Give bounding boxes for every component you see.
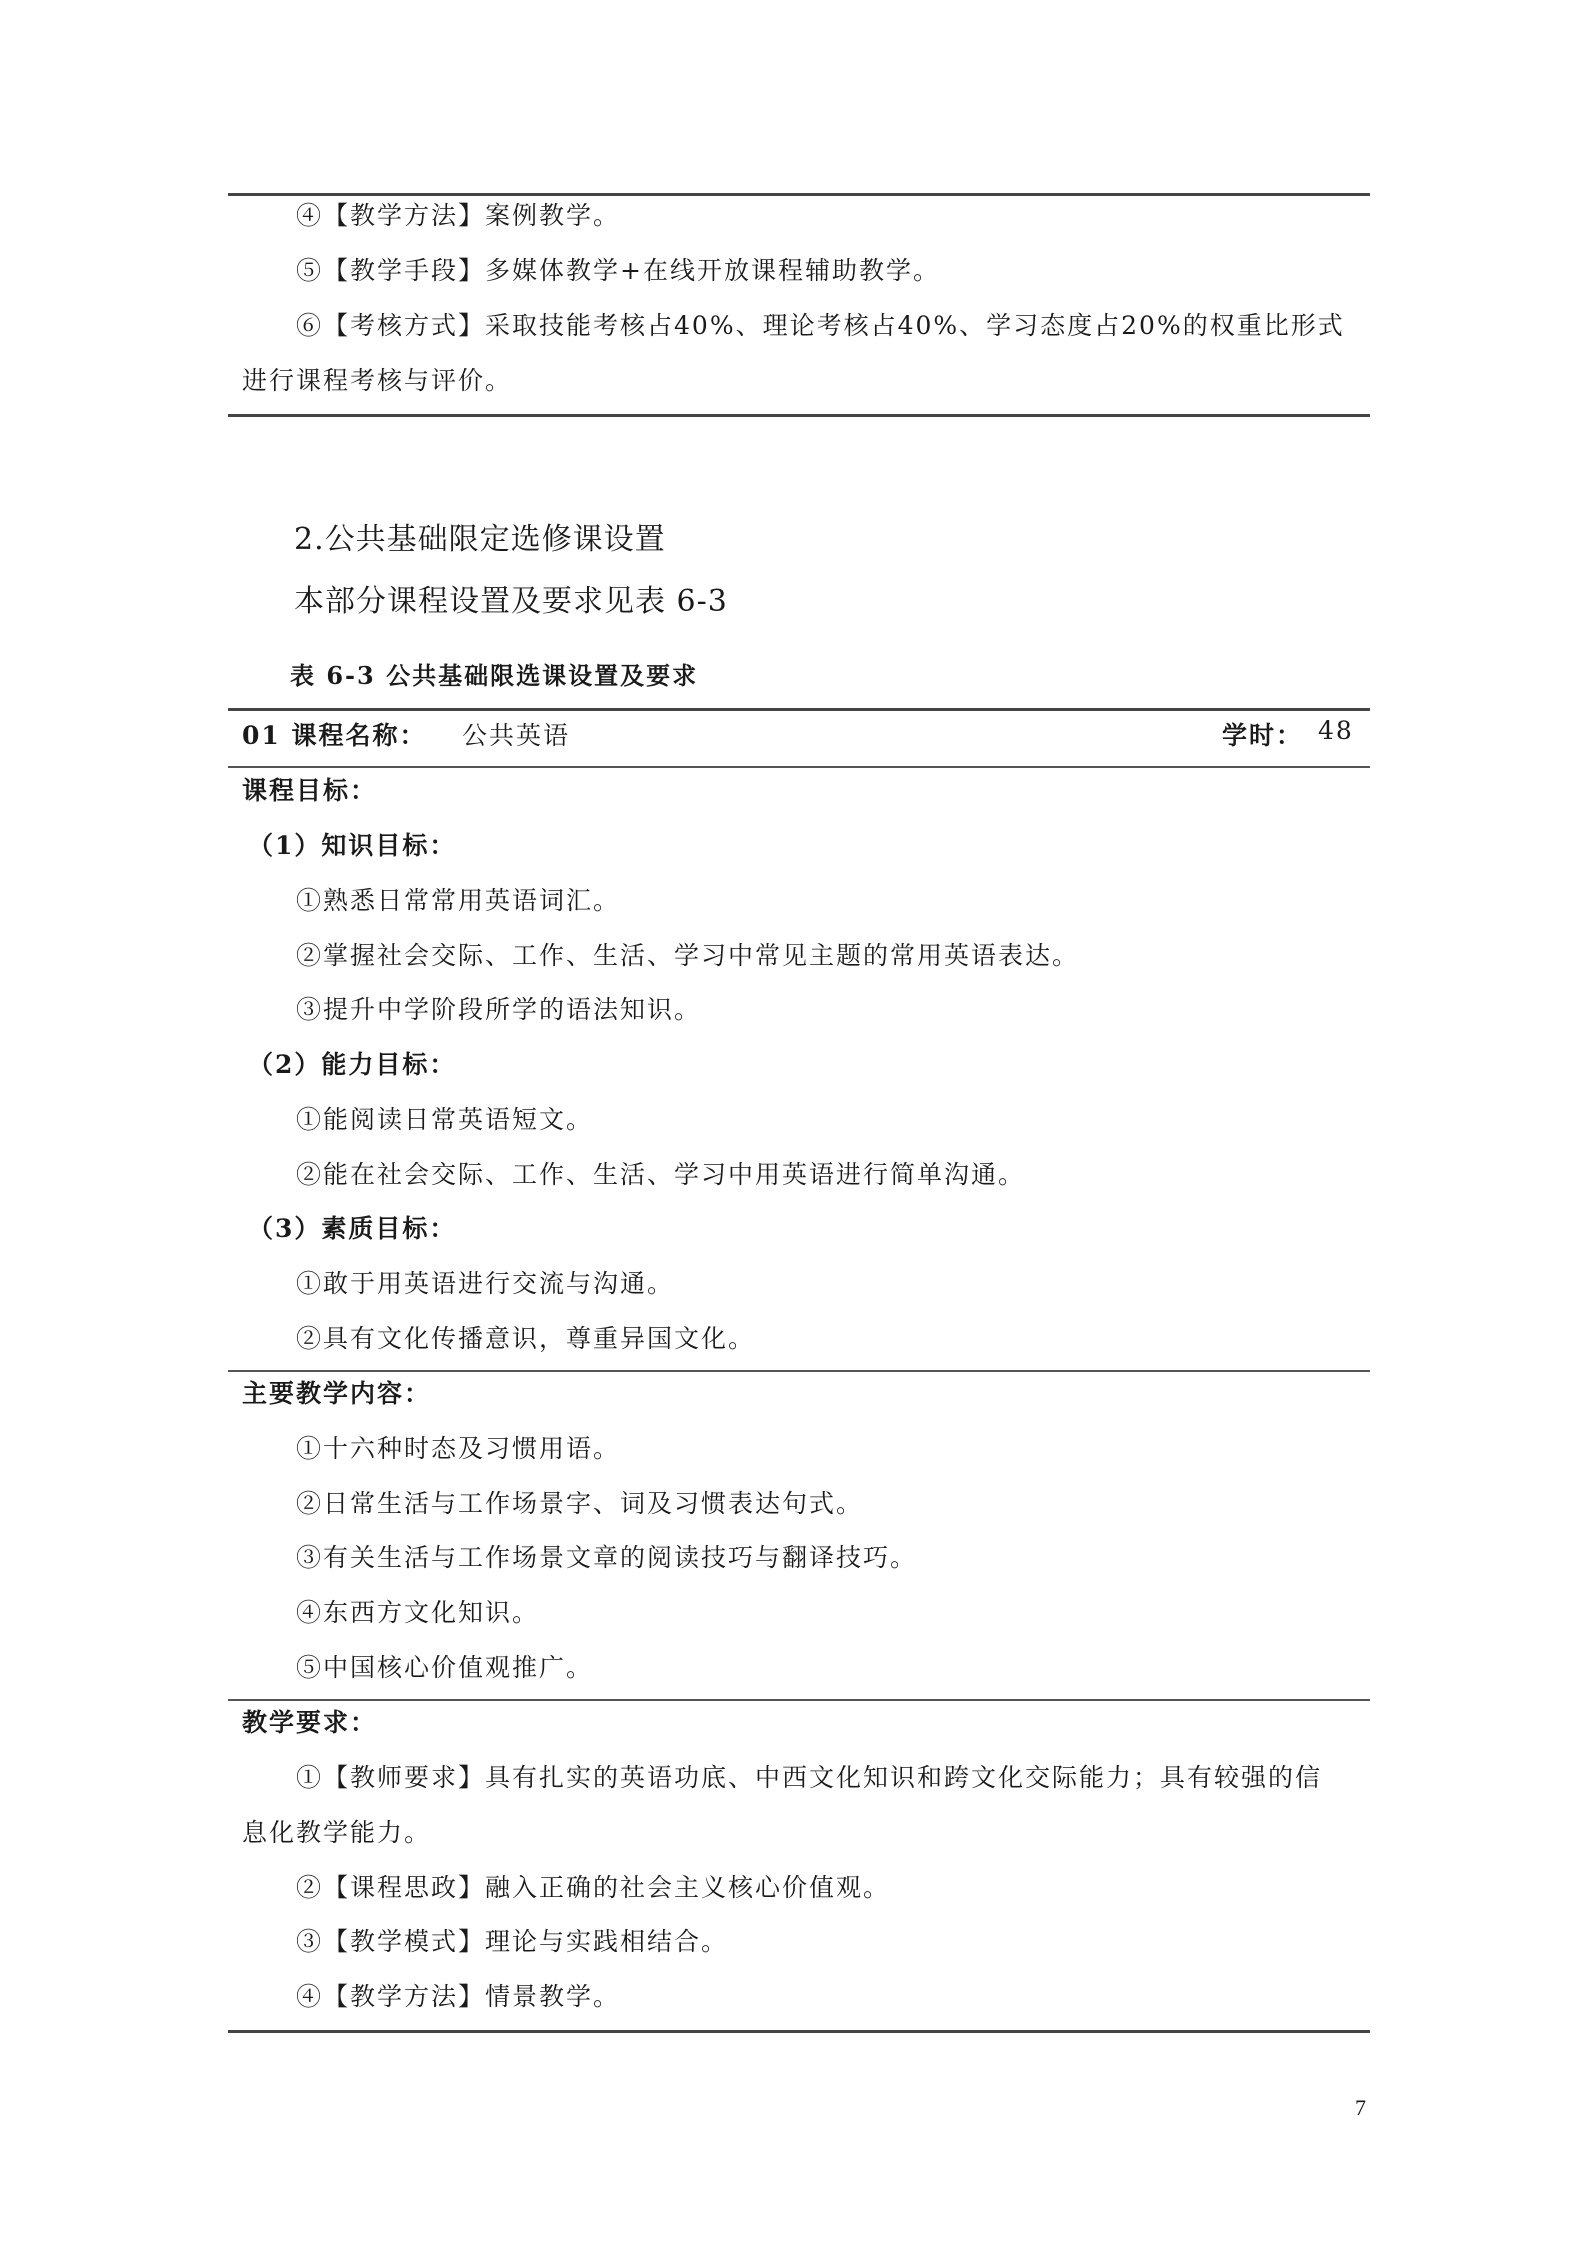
quality-goals-title: （3）素质目标： — [248, 1214, 457, 1243]
row-divider-1 — [228, 766, 1370, 768]
course-hours-value: 48 — [1318, 716, 1354, 745]
top-block-bottom-border — [228, 414, 1370, 417]
quality-goal-item: ②具有文化传播意识，尊重异国文化。 — [296, 1324, 756, 1353]
content-title: 主要教学内容： — [242, 1379, 432, 1408]
page-number: 7 — [1355, 2095, 1366, 2120]
row-divider-2 — [228, 1370, 1370, 1372]
section-heading: 2.公共基础限定选修课设置 — [294, 522, 666, 557]
content-item: ①十六种时态及习惯用语。 — [296, 1434, 621, 1463]
course-name-value: 公共英语 — [462, 721, 571, 750]
row-divider-3 — [228, 1699, 1370, 1701]
ability-goal-item: ②能在社会交际、工作、生活、学习中用英语进行简单沟通。 — [296, 1160, 1026, 1189]
top-item-teaching-means: ⑤【教学手段】多媒体教学+在线开放课程辅助教学。 — [296, 256, 940, 285]
knowledge-goals-title: （1）知识目标： — [248, 831, 457, 860]
top-item-teaching-method: ④【教学方法】案例教学。 — [296, 201, 621, 230]
goals-title: 课程目标： — [242, 776, 378, 805]
course-hours-label: 学时： — [1222, 721, 1304, 750]
requirement-item: ②【课程思政】融入正确的社会主义核心价值观。 — [296, 1873, 891, 1902]
quality-goal-item: ①敢于用英语进行交流与沟通。 — [296, 1269, 675, 1298]
top-item-assessment: ⑥【考核方式】采取技能考核占40%、理论考核占40%、学习态度占20%的权重比形式 — [296, 311, 1345, 340]
knowledge-goal-item: ①熟悉日常常用英语词汇。 — [296, 886, 621, 915]
table-bottom-border — [228, 2030, 1370, 2033]
table-caption: 表 6-3 公共基础限选课设置及要求 — [290, 661, 699, 690]
course-name-label: 01 课程名称： — [242, 721, 427, 750]
requirement-item: ④【教学方法】情景教学。 — [296, 1982, 621, 2011]
table-top-border — [228, 708, 1370, 711]
content-item: ④东西方文化知识。 — [296, 1598, 540, 1627]
section-intro: 本部分课程设置及要求见表 6-3 — [294, 584, 728, 619]
ability-goals-title: （2）能力目标： — [248, 1050, 457, 1079]
knowledge-goal-item: ②掌握社会交际、工作、生活、学习中常见主题的常用英语表达。 — [296, 941, 1080, 970]
requirement-item: ③【教学模式】理论与实践相结合。 — [296, 1927, 729, 1956]
content-item: ③有关生活与工作场景文章的阅读技巧与翻译技巧。 — [296, 1543, 918, 1572]
knowledge-goal-item: ③提升中学阶段所学的语法知识。 — [296, 995, 702, 1024]
requirements-title: 教学要求： — [242, 1708, 378, 1737]
top-item-assessment-cont: 进行课程考核与评价。 — [242, 366, 513, 395]
content-item: ②日常生活与工作场景字、词及习惯表达句式。 — [296, 1489, 864, 1518]
content-item: ⑤中国核心价值观推广。 — [296, 1653, 594, 1682]
requirement-item-cont: 息化教学能力。 — [242, 1818, 432, 1847]
ability-goal-item: ①能阅读日常英语短文。 — [296, 1105, 594, 1134]
requirement-item: ①【教师要求】具有扎实的英语功底、中西文化知识和跨文化交际能力；具有较强的信 — [296, 1763, 1323, 1792]
